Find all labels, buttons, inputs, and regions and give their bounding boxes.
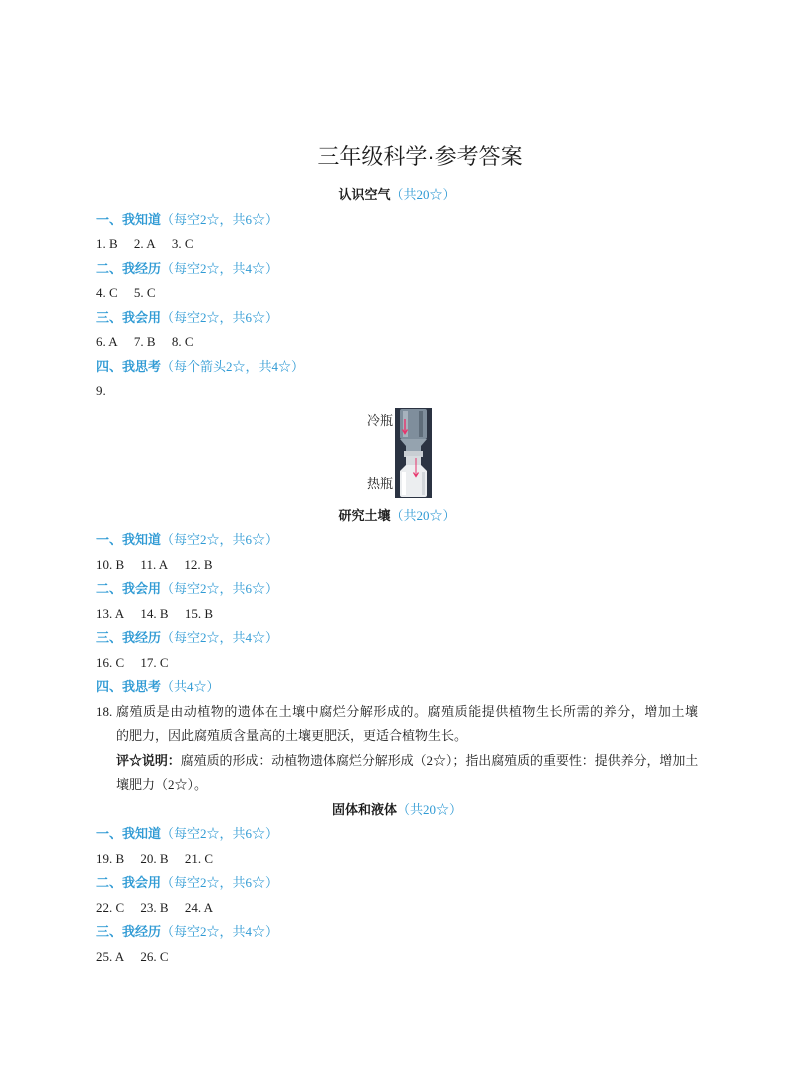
answer-item: 14. B bbox=[140, 605, 169, 621]
answer-key-body bbox=[96, 183, 698, 969]
part-heading bbox=[96, 822, 698, 847]
part-label: 三、我会用 bbox=[96, 309, 162, 325]
answer-text: 腐殖质是由动植物的遗体在土壤中腐烂分解形成的。腐殖质能提供植物生长所需的养分，增加土壤 bbox=[116, 703, 698, 719]
part-score-note: （每空2☆，共6☆） bbox=[161, 211, 279, 227]
answer-item: 9. bbox=[96, 383, 106, 398]
answer-row bbox=[96, 232, 698, 257]
hot-bottle-label: 热瓶 bbox=[366, 475, 393, 491]
answer-item: 13. A bbox=[96, 605, 125, 621]
part-score-note: （每空2☆，共6☆） bbox=[161, 309, 279, 325]
answer-item: 3. C bbox=[171, 236, 194, 251]
page-title: 三年级科学·参考答案 bbox=[317, 144, 523, 169]
answer-row bbox=[96, 330, 698, 355]
part-heading bbox=[96, 920, 698, 945]
part-heading bbox=[96, 871, 698, 896]
section-name: 研究土壤 bbox=[338, 507, 391, 523]
answer-row bbox=[96, 651, 698, 676]
answer-item: 5. C bbox=[133, 285, 156, 300]
scoring-label: 评☆说明： bbox=[116, 752, 181, 768]
part-label: 三、我经历 bbox=[96, 630, 162, 645]
part-label: 一、我知道 bbox=[96, 532, 162, 547]
section-name: 固体和液体 bbox=[331, 801, 397, 817]
answer-row bbox=[96, 553, 698, 578]
scoring-text: 腐殖质的形成：动植物遗体腐烂分解形成（2☆）；指出腐殖质的重要性：提供养分，增加土 bbox=[180, 752, 698, 768]
part-heading bbox=[96, 355, 698, 380]
scoring-note bbox=[116, 749, 698, 774]
answer-row bbox=[96, 847, 698, 872]
part-label: 三、我经历 bbox=[96, 924, 162, 939]
answer-row bbox=[96, 945, 698, 970]
section-heading bbox=[96, 183, 698, 208]
answer-item: 4. C bbox=[96, 285, 118, 300]
question-number: 18. bbox=[96, 703, 113, 719]
answer-item: 21. C bbox=[184, 850, 214, 866]
answer-item: 26. C bbox=[140, 948, 169, 964]
answer-item: 17. C bbox=[140, 654, 169, 670]
answer-item: 1. B bbox=[96, 236, 118, 251]
answer-row bbox=[96, 896, 698, 921]
section-heading bbox=[96, 798, 698, 823]
bottle-experiment-figure bbox=[96, 404, 698, 504]
part-score-note: （每空2☆，共4☆） bbox=[161, 924, 279, 939]
answer-item: 2. A bbox=[133, 236, 156, 251]
scoring-text: 壤肥力（2☆）。 bbox=[116, 777, 208, 792]
part-label: 二、我经历 bbox=[96, 260, 162, 276]
answer-text: 的肥力，因此腐殖质含量高的土壤更肥沃，更适合植物生长。 bbox=[116, 728, 468, 743]
part-heading bbox=[96, 306, 698, 331]
part-heading bbox=[96, 626, 698, 651]
answer-item: 8. C bbox=[171, 334, 194, 349]
section-total-score: （共20☆） bbox=[390, 507, 456, 523]
answer-item: 6. A bbox=[96, 334, 118, 349]
answer-item: 11. A bbox=[140, 556, 169, 572]
answer-item: 15. B bbox=[184, 605, 214, 621]
scoring-note-line bbox=[96, 749, 698, 774]
answer-item: 16. C bbox=[96, 654, 125, 670]
part-label: 四、我思考 bbox=[96, 358, 162, 374]
part-score-note: （每空2☆，共6☆） bbox=[161, 532, 279, 547]
part-heading bbox=[96, 257, 698, 282]
section-total-score: （共20☆） bbox=[390, 187, 456, 202]
part-score-note: （每个箭头2☆，共4☆） bbox=[161, 358, 305, 374]
answer-item: 22. C bbox=[96, 899, 125, 915]
answer-item: 12. B bbox=[184, 556, 213, 572]
part-score-note: （每空2☆，共6☆） bbox=[161, 826, 279, 841]
section-name: 认识空气 bbox=[338, 187, 391, 202]
section-total-score: （共20☆） bbox=[397, 801, 463, 817]
answer-item: 25. A bbox=[96, 948, 125, 964]
answer-item: 19. B bbox=[96, 850, 125, 866]
answer-item: 23. B bbox=[140, 899, 169, 915]
part-label: 一、我知道 bbox=[96, 826, 162, 841]
part-score-note: （每空2☆，共4☆） bbox=[161, 260, 279, 276]
scoring-note-line bbox=[96, 773, 698, 798]
part-score-note: （共4☆） bbox=[161, 679, 220, 694]
part-heading bbox=[96, 208, 698, 233]
answer-item: 7. B bbox=[133, 334, 156, 349]
answer-row bbox=[96, 602, 698, 627]
part-heading bbox=[96, 577, 698, 602]
answer-item: 20. B bbox=[140, 850, 169, 866]
section-heading bbox=[96, 504, 698, 529]
part-heading bbox=[96, 528, 698, 553]
answer-row bbox=[96, 281, 698, 306]
part-label: 四、我思考 bbox=[96, 679, 162, 694]
part-label: 二、我会用 bbox=[96, 581, 162, 596]
part-score-note: （每空2☆，共6☆） bbox=[161, 875, 279, 890]
part-score-note: （每空2☆，共6☆） bbox=[161, 581, 279, 596]
part-label: 一、我知道 bbox=[96, 211, 162, 227]
part-score-note: （每空2☆，共4☆） bbox=[161, 630, 279, 645]
essay-answer-line bbox=[96, 724, 698, 749]
answer-item: 10. B bbox=[96, 556, 125, 572]
bottle-photo bbox=[395, 408, 432, 498]
part-label: 二、我会用 bbox=[96, 875, 162, 890]
cold-bottle-label: 冷瓶 bbox=[366, 412, 393, 428]
answer-row bbox=[96, 379, 698, 404]
answer-item: 24. A bbox=[184, 899, 214, 915]
part-heading bbox=[96, 675, 698, 700]
essay-answer-line bbox=[96, 700, 698, 725]
